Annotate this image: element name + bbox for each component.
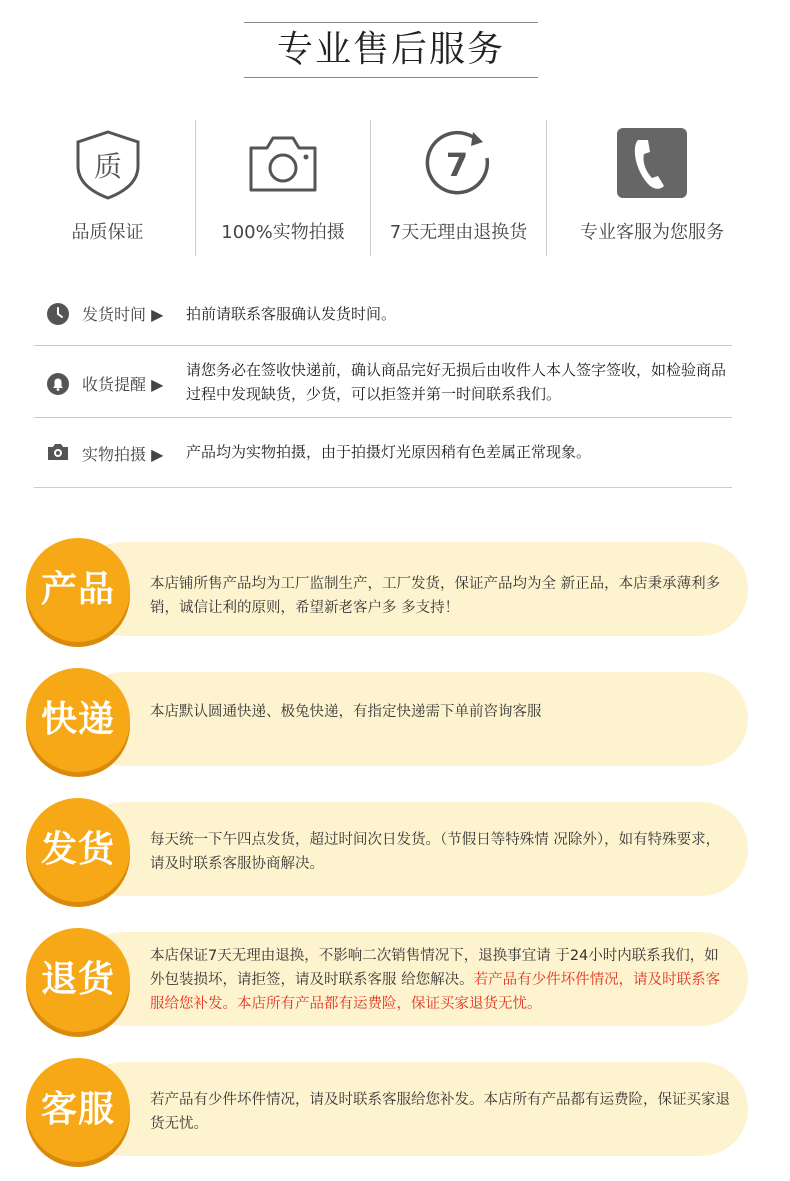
card-badge-label: 退货 [40,959,115,1000]
info-row-receipt-reminder [34,346,732,418]
feature-customer-service [547,120,757,256]
info-row-real-photo [34,418,732,488]
card-text [150,1088,730,1136]
info-value: 请您务必在签收快递前，确认商品完好无损后由收件人本人签字签收，如检验商品过程中发现缺货，少货，可以拒签并第一时间联系我们。 [186,361,727,403]
info-key: 收货提醒 ▶ [82,375,164,394]
card-text-body: 本店铺所售产品均为工厂监制生产，工厂发货，保证产品均为全 新正品，本店秉承薄利多销，诚信让利的原则，希望新老客户多 多支持！ [150,576,721,616]
feature-strip [20,120,770,256]
info-row-shipping-time [34,290,732,346]
card-text-body: 本店保证7天无理由退换，不影响二次销售情况下，退换事宜请 于24小时内联系我们，如外包装损坏，请拒签，请及时联系客服 给您解决。 [150,948,719,988]
quality-shield-icon [68,128,148,200]
policy-card-shipping [26,798,750,902]
card-text-body: 每天统一下午四点发货，超过时间次日发货。（节假日等特殊情 况除外），如有特殊要求，请及时联系客服协商解决。 [150,832,721,872]
card-badge-label: 发货 [40,829,115,870]
feature-label: 品质保证 [71,222,144,243]
camera-icon [46,440,70,464]
feature-quality [20,120,195,256]
feature-real-photo [196,120,370,256]
card-badge [26,1058,130,1162]
seven-glyph: 7 [445,146,468,184]
card-badge [26,538,130,642]
info-key: 实物拍摄 ▶ [82,445,164,464]
card-badge [26,798,130,902]
feature-seven-day-return [371,120,546,256]
feature-label: 专业客服为您服务 [580,222,724,243]
card-text-body: 若产品有少件坏件情况，请及时联系客服给您补发。本店所有产品都有运费险，保证买家退货无忧。 [150,1092,730,1132]
info-value: 拍前请联系客服确认发货时间。 [186,305,397,323]
clock-icon [46,302,70,326]
policy-card-product [26,538,750,642]
card-text [150,944,730,1016]
feature-label: 100%实物拍摄 [221,222,345,243]
policy-card-service [26,1058,750,1162]
card-badge-label: 客服 [40,1089,115,1130]
policy-card-express [26,668,750,772]
camera-icon [243,128,323,200]
seven-day-return-icon [419,128,499,200]
quality-glyph: 质 [93,150,122,183]
card-text [150,700,730,724]
bell-icon [46,372,70,396]
phone-icon [612,128,692,200]
card-text [150,828,730,876]
card-text-highlight: 若产品有少件坏件情况，请及时联系客服给您补发。本店所有产品都有运费险，保证买家退货无忧。 [150,972,721,1012]
info-value: 产品均为实物拍摄，由于拍摄灯光原因稍有色差属正常现象。 [186,443,592,461]
card-text-body: 本店默认圆通快递、极兔快递，有指定快递需下单前咨询客服 [150,704,542,720]
section-title-frame [244,22,538,78]
card-badge-label: 产品 [40,569,115,610]
card-badge [26,668,130,772]
page-title: 专业售后服务 [276,29,505,70]
card-badge [26,928,130,1032]
card-badge-label: 快递 [40,699,115,740]
info-key: 发货时间 ▶ [82,305,164,324]
feature-label: 7天无理由退换货 [389,222,528,243]
policy-card-returns [26,928,750,1032]
card-text [150,572,730,620]
